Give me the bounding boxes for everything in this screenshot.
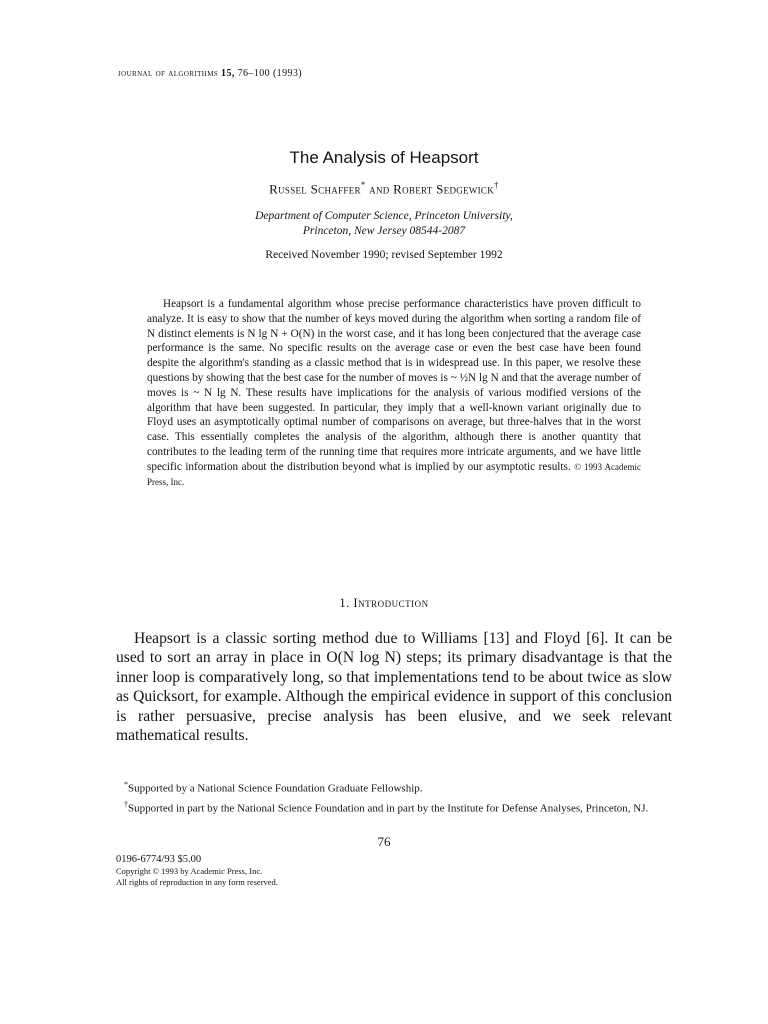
author-connector: and	[369, 181, 390, 197]
footnote-2	[116, 797, 672, 817]
imprint	[116, 853, 278, 888]
abstract-copyright: © 1993 Academic Press, Inc.	[147, 461, 641, 487]
abstract-text: Heapsort is a fundamental algorithm whose precise performance characteristics have proven difficult to analyze. It is easy to show that the number of keys moved during the algorithm when sorting a random file of N distinct elements is N lg N + O(N) in the worst case, and it has long been conjectured that the average case performance is the same. No specific results on the average case or even the best case have been found despite the algorithm's standing as a classic method that is in widespread use. In this paper, we resolve these questions by showing that the best case for the number of moves is ~ ½N lg N and that the average number of moves is ~ N lg N. These results have implications for the analysis of various modified versions of the algorithm that have been suggested. In particular, they imply that a well-known variant originally due to Floyd uses an asymptotically optimal number of comparisons on average, but three-halves that in the worst case. This essentially completes the analysis of the algorithm, although there is another quantity that contributes to the leading term of the running time that requires more intricate arguments, and we have little specific information about the distribution beyond what is implied by our asymptotic results.	[147, 298, 641, 473]
journal-volume: 15,	[221, 68, 235, 79]
affiliation-line-2: Princeton, New Jersey 08544-2087	[302, 225, 466, 237]
received-dates: Received November 1990; revised September 1992	[265, 249, 503, 261]
affiliation-line-1: Department of Computer Science, Princeton University,	[255, 210, 513, 222]
affiliation	[0, 209, 768, 239]
footnote-2-text: Supported in part by the National Science Foundation and in part by the Institute for Defense Analyses, Princeton, NJ.	[128, 802, 649, 815]
footnote-1-mark: *	[124, 780, 128, 789]
running-header	[118, 68, 302, 79]
footnote-1-text: Supported by a National Science Foundation Graduate Fellowship.	[128, 782, 423, 795]
author-mark-1: *	[360, 180, 366, 190]
author-line	[0, 180, 768, 197]
paper-title: The Analysis of Heapsort	[289, 148, 479, 167]
intro-paragraph: Heapsort is a classic sorting method due to Williams [13] and Floyd [6]. It can be used to sort an array in place in O(N log N) steps; its primary disadvantage is that the inner loop is comparatively long, so that implementations tend to be about twice as slow as Quicksort, for example. Although the empirical evidence in support of this conclusion is rather persuasive, precise analysis has been elusive, and we seek relevant mathematical results.	[116, 630, 672, 745]
imprint-copyright: Copyright © 1993 by Academic Press, Inc.	[116, 866, 263, 876]
section-heading	[0, 596, 768, 611]
journal-pages: 76–100 (1993)	[237, 68, 303, 79]
section-title: Introduction	[353, 596, 429, 610]
abstract	[147, 297, 641, 489]
imprint-price: 0196-6774/93 $5.00	[116, 854, 202, 865]
author-sedgewick: Robert Sedgewick	[393, 181, 495, 197]
journal-name: journal of algorithms	[118, 68, 219, 79]
footnote-2-mark: †	[124, 799, 128, 809]
footnotes	[116, 777, 672, 816]
author-mark-2: †	[494, 180, 499, 190]
page-number: 76	[377, 834, 391, 849]
imprint-rights: All rights of reproduction in any form reserved.	[116, 877, 278, 887]
author-schaffer: Russel Schaffer	[269, 181, 361, 197]
footnote-1	[116, 777, 672, 797]
section-number: 1.	[339, 596, 350, 610]
